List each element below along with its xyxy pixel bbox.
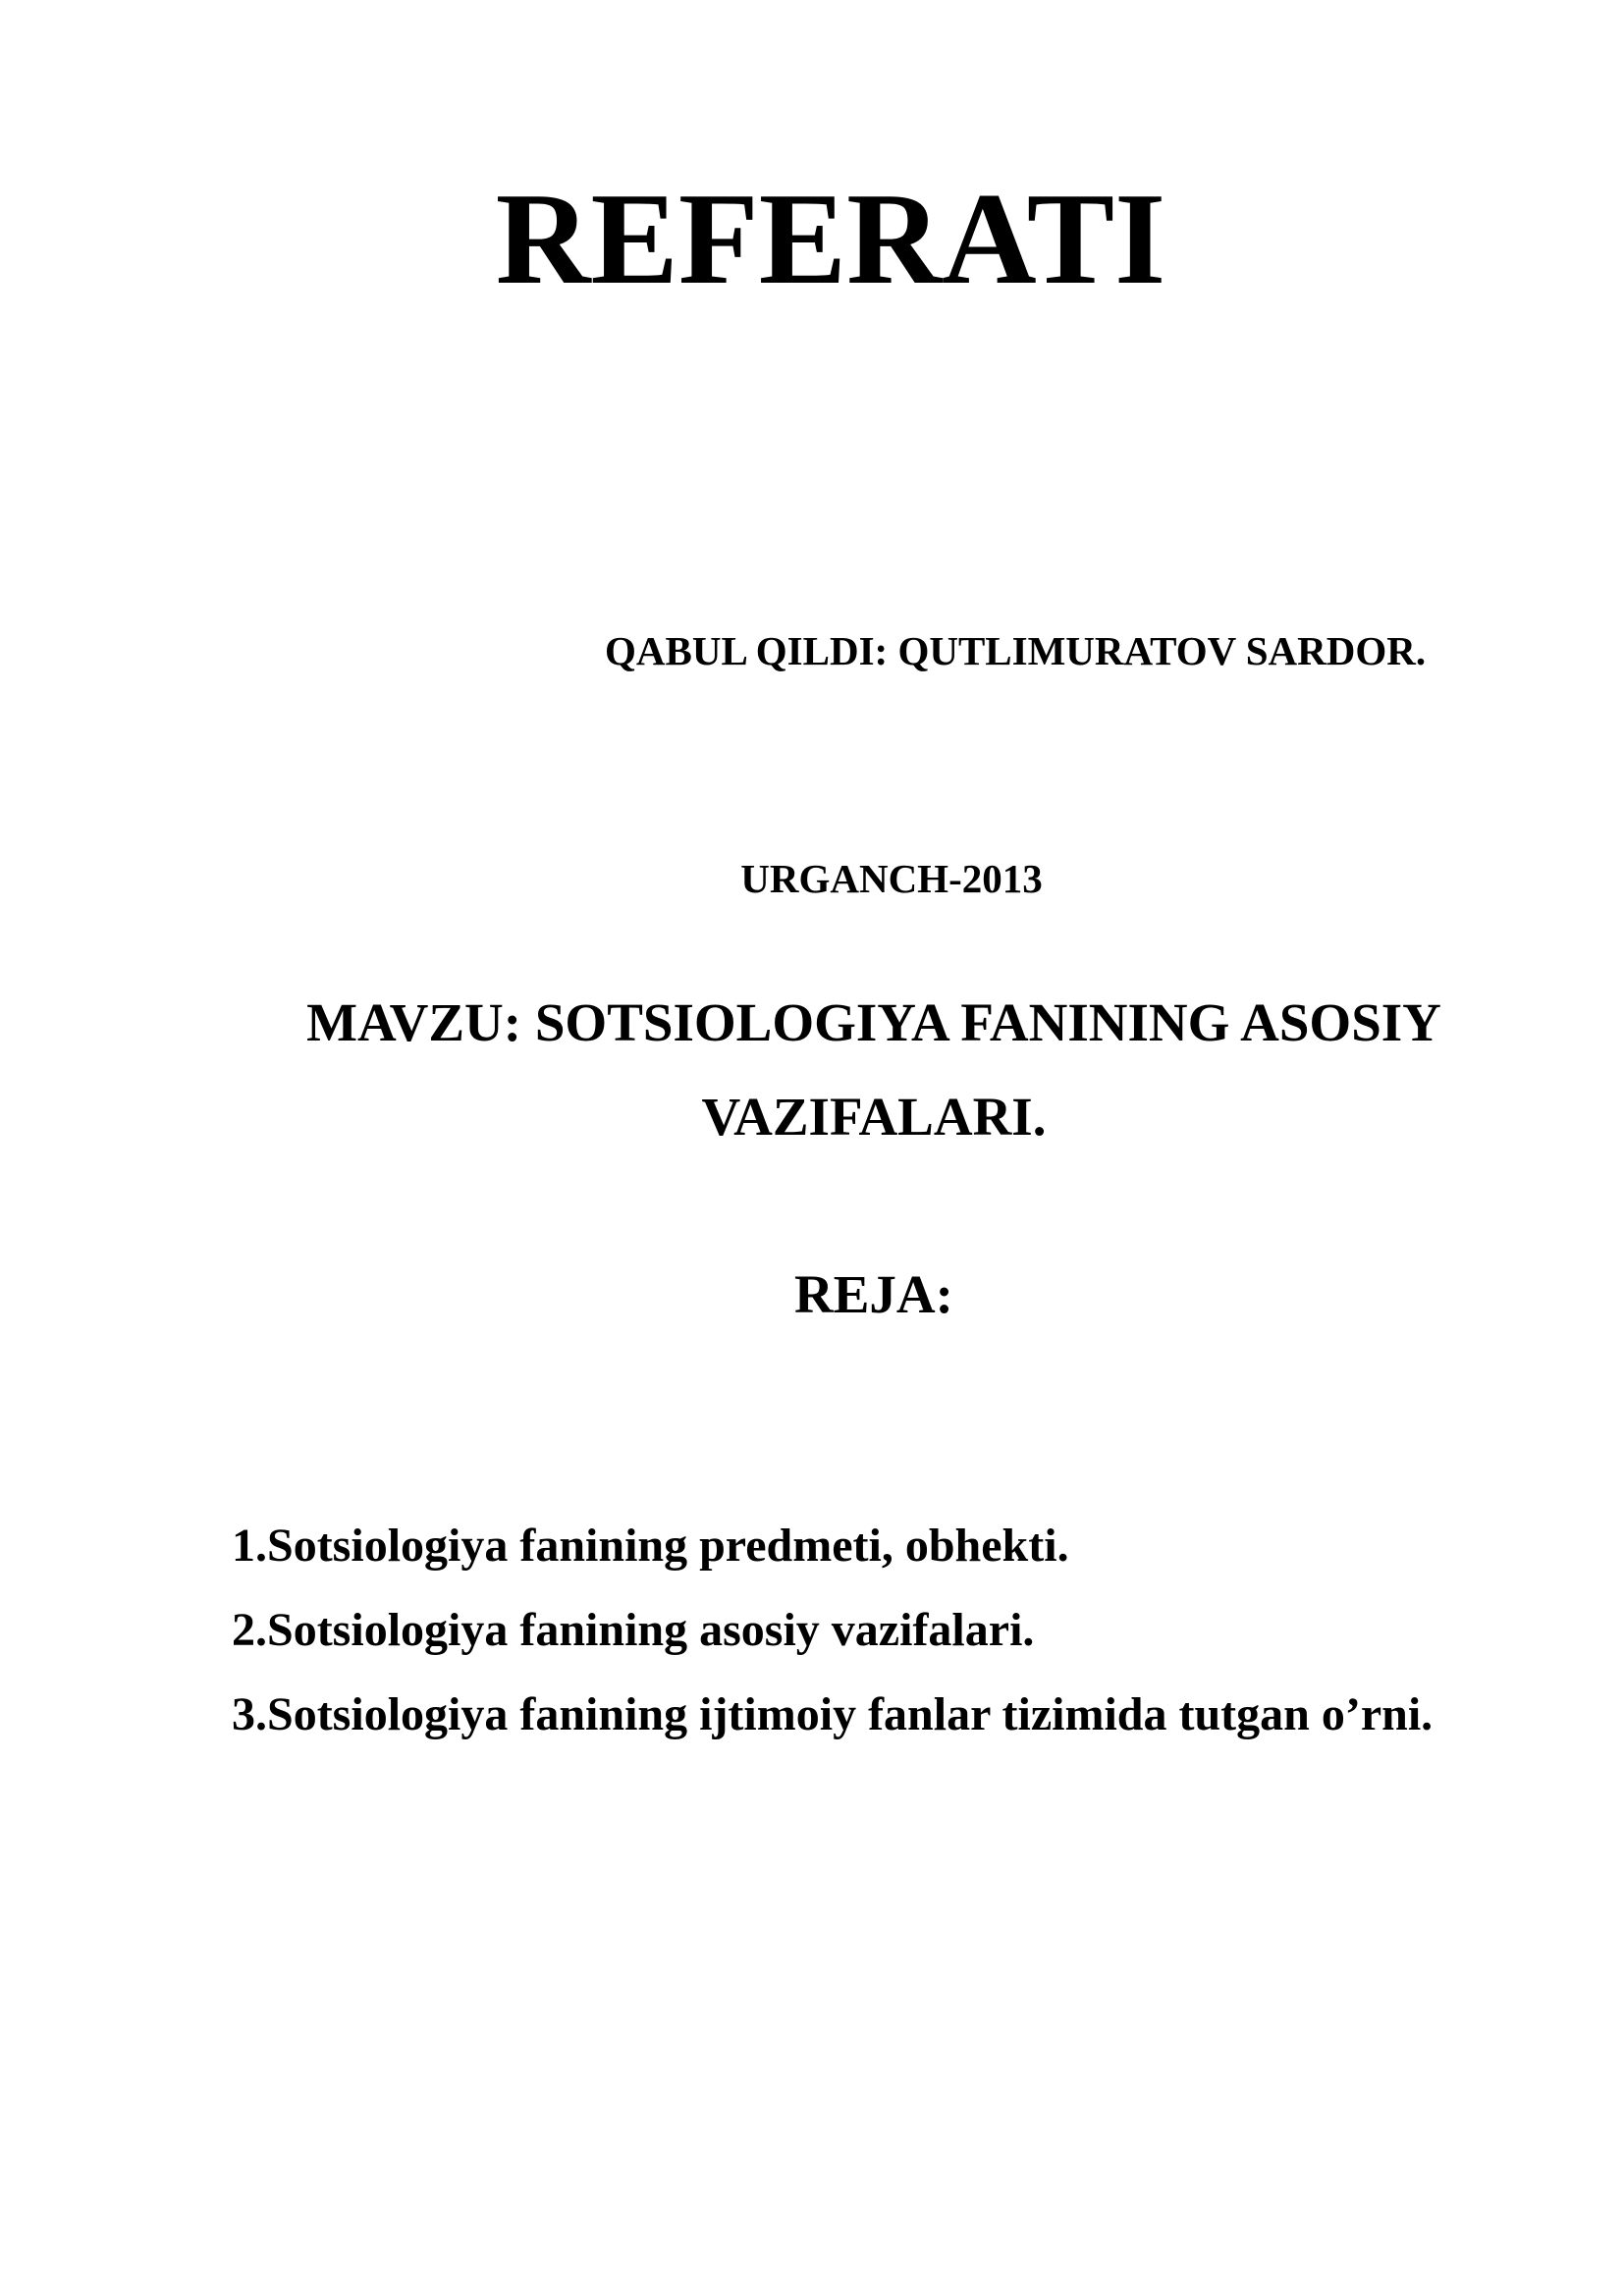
plan-item: 3.Sotsiologiya fanining ijtimoiy fanlar tizimida tutgan o’rni. (232, 1688, 1434, 1740)
plan-item: 1.Sotsiologiya fanining predmeti, obhekti. (232, 1520, 1069, 1572)
plan-list (232, 1504, 1433, 1757)
document-title: REFERATI (495, 166, 1166, 311)
receiver-line: QABUL QILDI: QUTLIMURATOV SARDOR. (605, 628, 1427, 673)
place-year: URGANCH-2013 (740, 856, 1043, 901)
topic-line: MAVZU: SOTSIOLOGIYA FANINING ASOSIY (306, 992, 1441, 1052)
topic-heading (0, 976, 1624, 1164)
plan-item: 2.Sotsiologiya fanining asosiy vazifalari. (232, 1604, 1035, 1656)
plan-heading: REJA: (794, 1264, 953, 1324)
topic-line: VAZIFALARI. (701, 1087, 1047, 1147)
